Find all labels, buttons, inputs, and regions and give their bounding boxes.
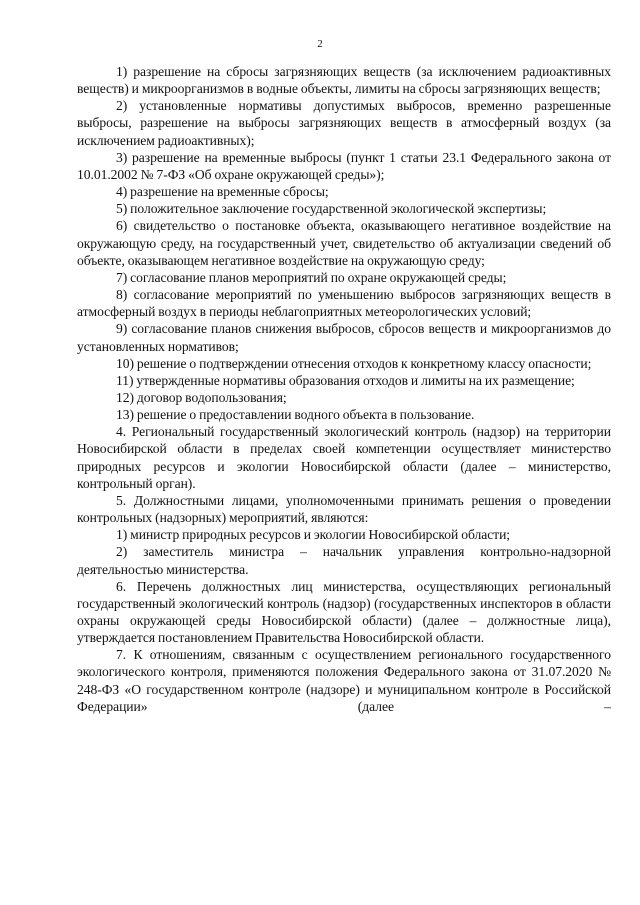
page-number: 2 [317, 38, 323, 50]
paragraph-item-4: 4) разрешение на временные сбросы; [116, 184, 329, 200]
paragraph-item-6: 6) свидетельство о постановке объекта, оказывающего негативное воздействие на окружающую среду, на государственный учет, свидетельство об актуализации сведений об объекте, оказывающем негативное воздействие на окружающую среду; [77, 218, 611, 268]
paragraph-section-5: 5. Должностными лицами, уполномоченными принимать решения о проведении контрольных (надзорных) мероприятий, являются: [77, 492, 611, 526]
paragraph-section-7: 7. К отношениям, связанным с осуществлением регионального государственного экологического контроля, применяются положения Федерального закона от 31.07.2020 № 248-ФЗ «О государственном контроле (надзоре) и муниципальном контроле в Российской Федерации» (далее – [77, 647, 611, 714]
paragraph-section-4: 4. Региональный государственный экологический контроль (надзор) на территории Новосибирской области в пределах своей компетенции осуществляет министерство природных ресурсов и экологии Новосибирской области (далее – министерство, контрольный орган). [77, 424, 611, 491]
paragraph-item-5: 5) положительное заключение государственной экологической экспертизы; [116, 201, 547, 217]
paragraph-item-11: 11) утвержденные нормативы образования отходов и лимиты на их размещение; [116, 372, 575, 388]
paragraph-section-6: 6. Перечень должностных лиц министерства, осуществляющих региональный государственный экологический контроль (надзор) (государственных инспекторов в области охраны окружающей среды Новосибирской области) (далее – должностные лица), утверждается постановлением Правительства Новосибирской области. [77, 578, 611, 646]
paragraph-item-9: 9) согласование планов снижения выбросов, сбросов веществ и микроорганизмов до установленных нормативов; [77, 321, 611, 354]
paragraph-item-2: 2) установленные нормативы допустимых выбросов, временно разрешенные выбросы, разрешение на выбросы загрязняющих веществ в атмосферный воздух (за исключением радиоактивных); [77, 98, 611, 148]
paragraph-item-12: 12) договор водопользования; [116, 389, 287, 405]
paragraph-item-10: 10) решение о подтверждении отнесения отходов к конкретному классу опасности; [116, 355, 592, 371]
paragraph-item-1: 1) разрешение на сбросы загрязняющих веществ (за исключением радиоактивных веществ) и микроорганизмов в водные объекты, лимиты на сбросы загрязняющих веществ; [77, 64, 611, 97]
paragraph-item-8: 8) согласование мероприятий по уменьшению выбросов загрязняющих веществ в атмосферный воздух в периоды неблагоприятных метеорологических условий; [77, 287, 611, 320]
paragraph-official-1: 1) министр природных ресурсов и экологии Новосибирской области; [116, 527, 511, 543]
paragraph-item-7: 7) согласование планов мероприятий по охране окружающей среды; [116, 269, 507, 285]
paragraph-official-2: 2) заместитель министра – начальник управления контрольно-надзорной деятельностью министерства. [77, 544, 611, 577]
paragraph-item-3: 3) разрешение на временные выбросы (пункт 1 статьи 23.1 Федерального закона от 10.01.2002 № 7-ФЗ «Об охране окружающей среды»); [77, 149, 611, 182]
paragraph-item-13: 13) решение о предоставлении водного объекта в пользование. [116, 407, 475, 423]
document-body [77, 63, 611, 715]
